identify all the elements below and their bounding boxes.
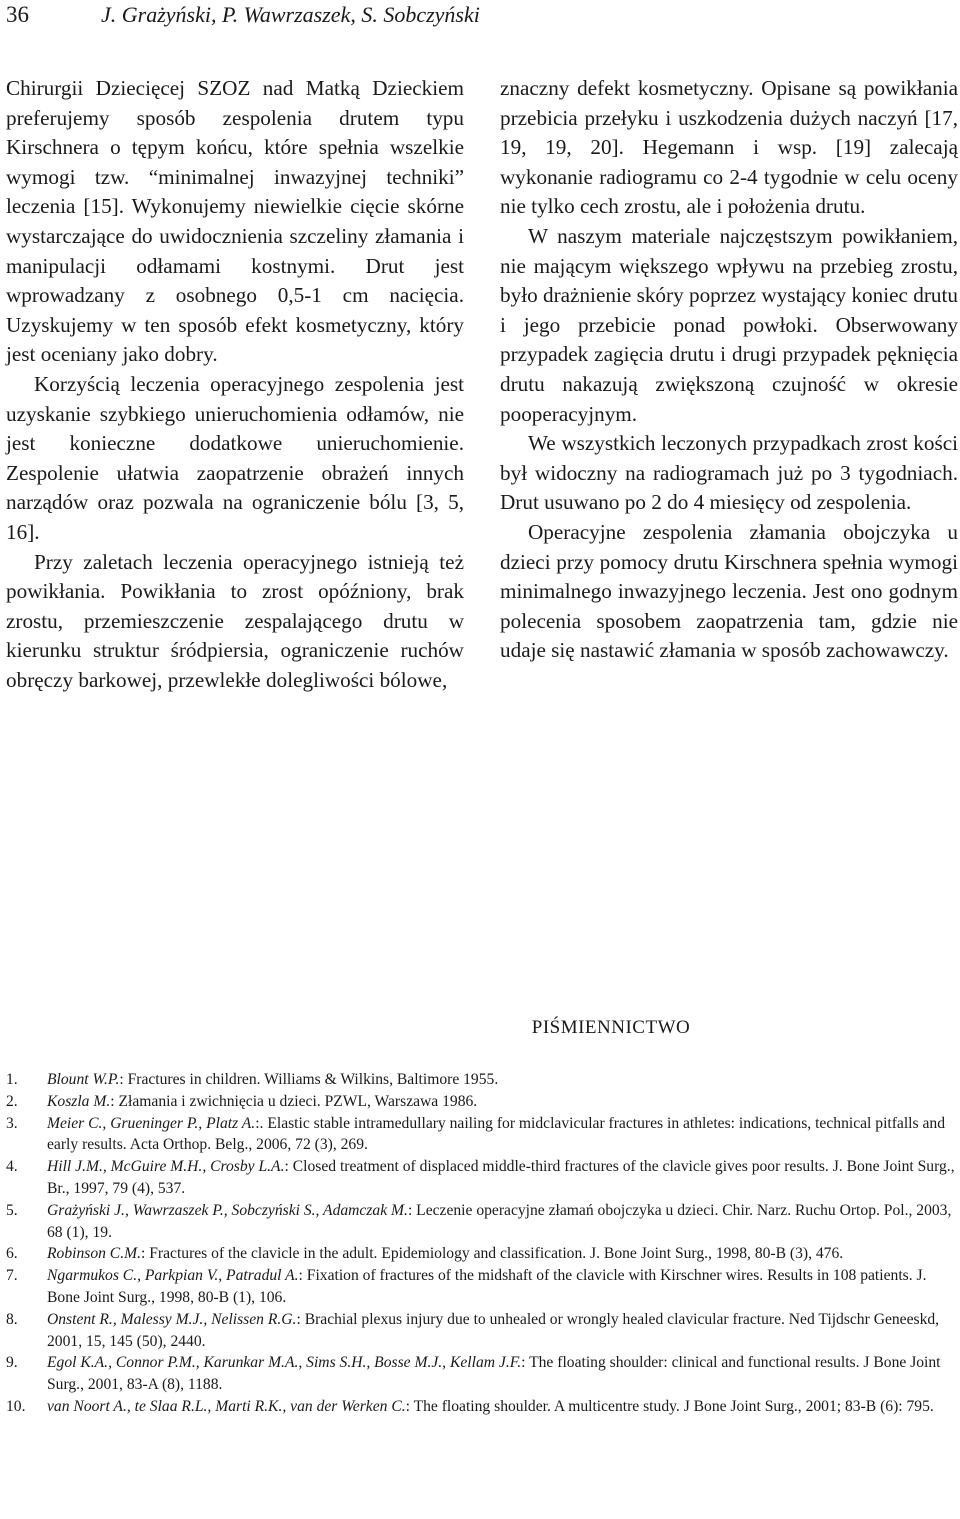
reference-authors: Egol K.A., Connor P.M., Karunkar M.A., Sims S.H., Bosse M.J., Kellam J.F. — [47, 1354, 522, 1372]
reference-details: : Leczenie operacyjne złamań obojczyka u dzieci. Chir. Narz. Ruchu Ortop. Pol., 2003, 68 (1), 19. — [47, 1201, 952, 1241]
reference-details: : Fractures of the clavicle in the adult. Epidemiology and classification. J. Bone Joint Surg., 1998, 80-B (3), 476. — [141, 1245, 844, 1263]
paragraph: We wszystkich leczonych przypadkach zrost kości był widoczny na radiogramach już po 3 tygodniach. Drut usuwano po 2 do 4 miesięcy od zespolenia. — [500, 431, 958, 515]
reference-details: : Fixation of fractures of the midshaft of the clavicle with Kirschner wires. Results in 108 patients. J. Bone Joint Surg., 1998, 80-B (1), 106. — [47, 1267, 927, 1306]
reference-authors: Grażyński J., Wawrzaszek P., Sobczyński S., Adamczak M. — [47, 1201, 408, 1219]
reference-item — [6, 1069, 958, 1091]
references-heading: PIŚMIENNICTWO — [531, 1017, 691, 1038]
reference-number: 10. — [6, 1397, 26, 1415]
reference-authors: Hill J.M., McGuire M.H., Crosby L.A. — [47, 1158, 285, 1176]
page-number: 36 — [6, 2, 29, 27]
paragraph: Chirurgii Dziecięcej SZOZ nad Matką Dzieckiem preferujemy sposób zespolenia drutem typu Kirschnera o tępym końcu, które spełnia wszelkie wymogi tzw. “minimalnej inwazyjnej techniki” leczenia [15]. Wykonujemy niewielkie cięcie skórne wystarczające do uwidocznienia szczeliny złamania i manipulacji odłamami kostnymi. Drut jest wprowadzany z osobnego 0,5-1 cm nacięcia. Uzyskujemy w ten sposób efekt kosmetyczny, który jest oceniany jako dobry. — [6, 76, 464, 367]
reference-number: 4. — [6, 1158, 18, 1176]
reference-number: 6. — [6, 1245, 18, 1263]
reference-authors: Meier C., Grueninger P., Platz A. — [47, 1114, 256, 1132]
reference-number: 1. — [6, 1071, 18, 1088]
running-head-authors: J. Grażyński, P. Wawrzaszek, S. Sobczyński — [101, 2, 480, 27]
reference-item — [6, 1091, 958, 1113]
reference-details: : Closed treatment of displaced middle-third fractures of the clavicle gives poor results. J. Bone Joint Surg., Br., 1997, 79 (4), 537. — [47, 1158, 955, 1197]
paragraph: W naszym materiale najczęstszym powikłaniem, nie mającym większego wpływu na przebieg zrostu, było drażnienie skóry poprzez wystający koniec drutu i jego przebicie ponad powłoki. Obserwowany przypadek zagięcia drutu i drugi przypadek pęknięcia drutu nakazują zwiększoną czujność w okresie pooperacyjnym. — [500, 223, 958, 426]
reference-item — [6, 1265, 958, 1309]
reference-number: 5. — [6, 1201, 18, 1219]
paragraph: znaczny defekt kosmetyczny. Opisane są powikłania przebicia przełyku i uszkodzenia dużych naczyń [17, 19, 19, 20]. Hegemann i wsp. [19] zalecają wykonanie radiogramu co 2-4 tygodnie w celu oceny nie tylko cech zrostu, ale i położenia drutu. — [500, 76, 958, 219]
reference-item — [6, 1396, 958, 1418]
reference-item — [6, 1113, 958, 1157]
reference-authors: Blount W.P. — [47, 1071, 120, 1088]
paragraph: Przy zaletach leczenia operacyjnego istnieją też powikłania. Powikłania to zrost opóźniony, brak zrostu, przemieszczenie zespalającego drutu w kierunku struktur śródpiersia, ograniczenie ruchów obręczy barkowej, przewlekłe dolegliwości bólowe, — [6, 549, 464, 692]
references-list — [6, 1069, 958, 1418]
reference-item — [6, 1309, 958, 1353]
reference-number: 7. — [6, 1267, 18, 1285]
reference-authors: Ngarmukos C., Parkpian V., Patradul A. — [47, 1267, 299, 1285]
reference-number: 9. — [6, 1354, 18, 1372]
reference-item — [6, 1156, 958, 1200]
reference-details: : Złamania i zwichnięcia u dzieci. PZWL, Warszawa 1986. — [110, 1092, 478, 1110]
body-column-left — [6, 74, 464, 695]
reference-item — [6, 1243, 958, 1265]
reference-number: 2. — [6, 1092, 18, 1110]
reference-details: : Fractures in children. Williams & Wilkins, Baltimore 1955. — [119, 1071, 499, 1088]
reference-authors: Onstent R., Malessy M.J., Nelissen R.G. — [47, 1310, 297, 1328]
reference-number: 8. — [6, 1310, 18, 1328]
reference-details: : Brachial plexus injury due to unhealed or wrongly healed clavicular fracture. Ned Tijdschr Geneeskd, 2001, 15, 145 (50), 2440. — [47, 1310, 940, 1350]
paragraph: Korzyścią leczenia operacyjnego zespolenia jest uzyskanie szybkiego unieruchomienia odłamów, nie jest konieczne dodatkowe unieruchomienie. Zespolenie ułatwia zaopatrzenie obrażeń innych narządów oraz pozwala na ograniczenie bólu [3, 5, 16]. — [6, 371, 464, 544]
reference-item — [6, 1200, 958, 1244]
reference-details: :. Elastic stable intramedullary nailing for midclavicular fractures in athletes: indications, technical pitfalls and early results. Acta Orthop. Belg., 2006, 72 (3), 269. — [47, 1114, 945, 1154]
reference-authors: Koszla M. — [47, 1092, 111, 1110]
reference-item — [6, 1352, 958, 1396]
body-column-right — [500, 74, 958, 666]
paragraph: Operacyjne zespolenia złamania obojczyka u dzieci przy pomocy drutu Kirschnera spełnia wymogi minimalnego inwazyjnego leczenia. Jest ono godnym polecenia sposobem zaopatrzenia tam, gdzie nie udaje się nastawić złamania w sposób zachowawczy. — [500, 519, 958, 663]
reference-authors: van Noort A., te Slaa R.L., Marti R.K., van der Werken C. — [47, 1397, 406, 1415]
reference-details: : The floating shoulder. A multicentre study. J Bone Joint Surg., 2001; 83-B (6): 795. — [405, 1397, 934, 1415]
page-header — [0, 0, 960, 40]
reference-details: : The floating shoulder: clinical and functional results. J Bone Joint Surg., 2001, 83-A (8), 1188. — [47, 1354, 941, 1394]
reference-authors: Robinson C.M. — [47, 1245, 141, 1263]
reference-number: 3. — [6, 1114, 18, 1132]
